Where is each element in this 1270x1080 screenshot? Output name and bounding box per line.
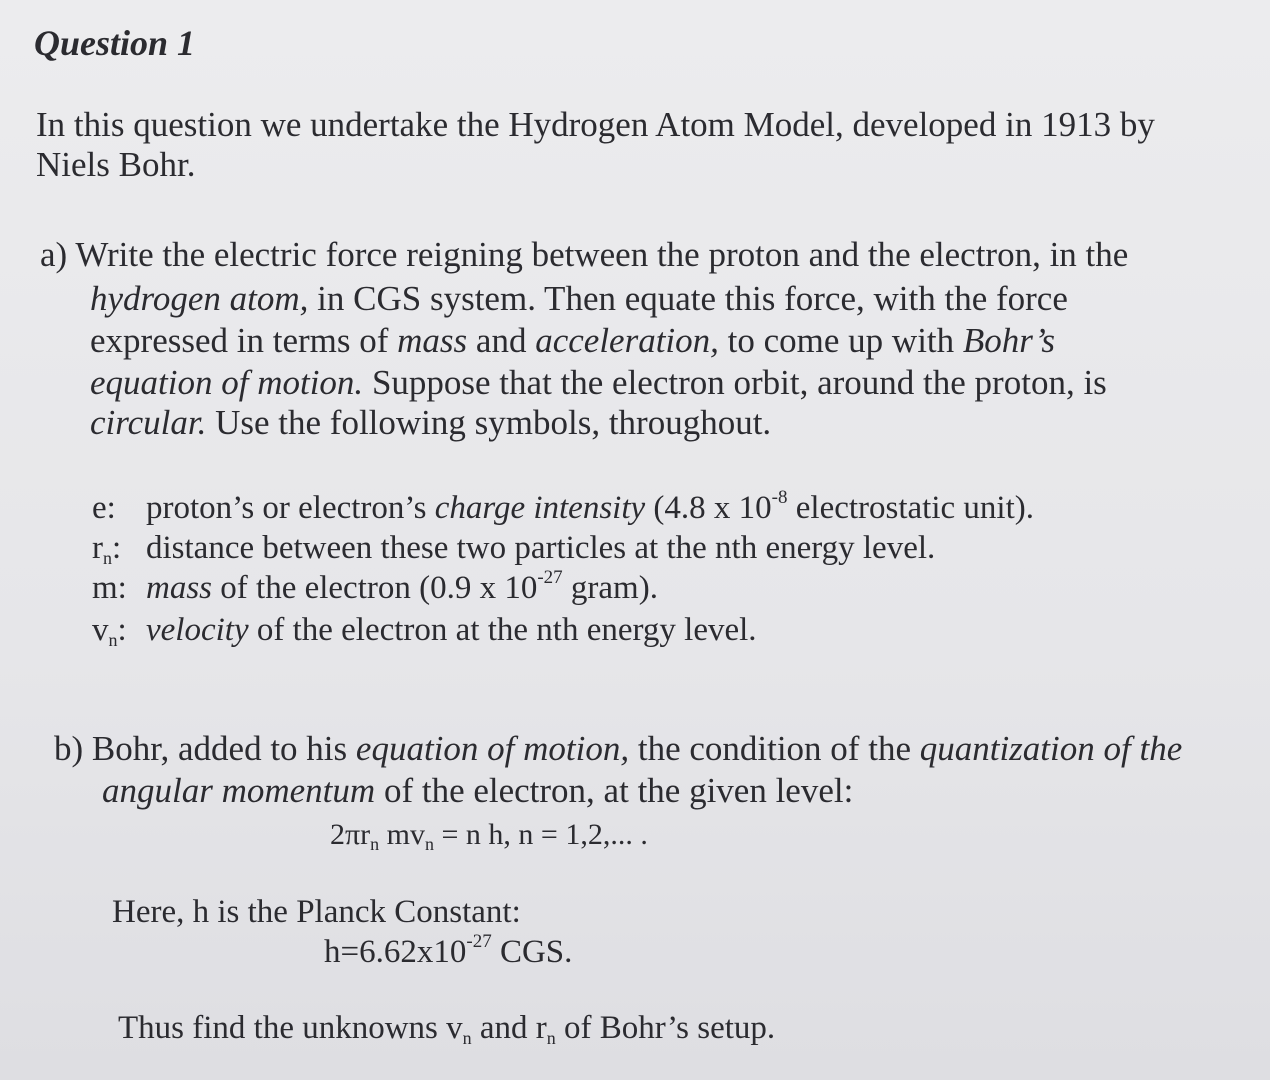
symbol-m: m: mass of the electron (0.9 x $10^{-27}$ gram).	[92, 567, 658, 606]
part-a-line-5: circular. Use the following symbols, throughout.	[90, 403, 772, 442]
question-title: Question 1	[34, 23, 196, 63]
part-a-line-3: expressed in terms of mass and acceleration, to come up with Bohr’s	[90, 321, 1055, 360]
part-a-line-4: equation of motion. Suppose that the electron orbit, around the proton, is	[90, 363, 1107, 402]
quantization-equation: $2\pi r_n$ $mv_n = n$ h, n = 1,2,... .	[330, 818, 648, 854]
symbol-v: $v_n$: velocity of the electron at the nth energy level.	[92, 612, 757, 650]
intro-line-2: Niels Bohr.	[36, 145, 196, 184]
intro-line-1: In this question we undertake the Hydrogen Atom Model, developed in 1913 by	[36, 105, 1155, 144]
symbol-r: $r_n$: distance between these two particles at the nth energy level.	[92, 530, 936, 568]
final-instruction: Thus find the unknowns $v_n$ and $r_n$ of Bohr’s setup.	[118, 1010, 776, 1048]
planck-value: $h=6.62x10^{-27}$ CGS.	[324, 931, 573, 970]
part-b-line-1: b) Bohr, added to his equation of motion, the condition of the quantization of the	[54, 729, 1183, 768]
part-a-line-2: hydrogen atom, in CGS system. Then equate this force, with the force	[90, 279, 1068, 318]
part-a-line-1: a) Write the electric force reigning between the proton and the electron, in the	[40, 235, 1129, 274]
part-a-label: a)	[40, 235, 68, 274]
part-b-label: b)	[54, 729, 84, 768]
part-b-line-2: angular momentum of the electron, at the given level:	[102, 771, 854, 810]
symbol-e: e: proton’s or electron’s charge intensity (4.8 x $10^{-8}$ electrostatic unit).	[92, 487, 1034, 526]
planck-intro: Here, h is the Planck Constant:	[112, 894, 521, 930]
